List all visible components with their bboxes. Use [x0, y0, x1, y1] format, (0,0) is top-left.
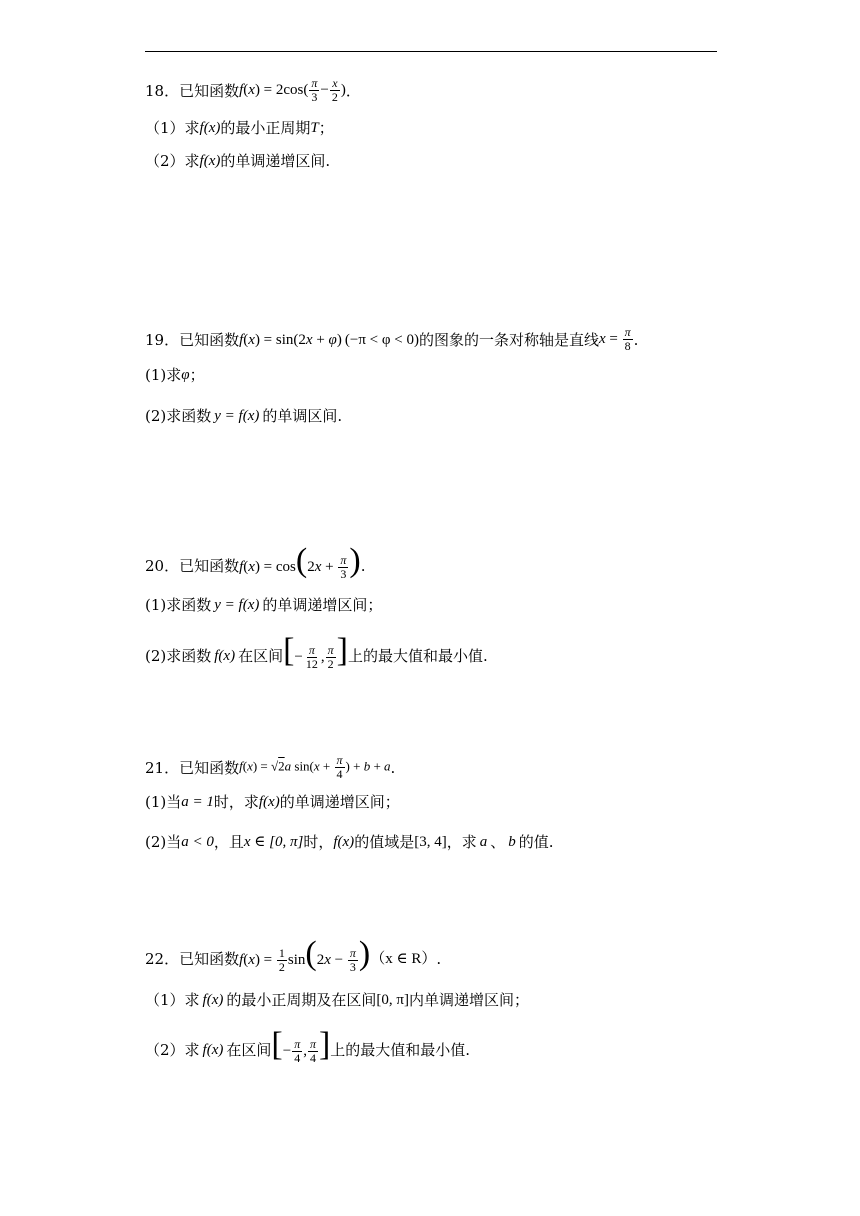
problem-19-part-2: (2)求函数 y = f(x) 的单调区间. [145, 407, 343, 425]
problem-21-stem: 21．已知函数 f(x) = √2a sin(x + $\frac{\pi}{4}$ ) + b + a . [145, 753, 396, 781]
problem-18-part-1: （1）求 f(x) 的最小正周期 T ； [145, 119, 334, 137]
header-rule [145, 51, 717, 52]
problem-22-interval: [− $\frac{\pi}{4}$ , $\frac{\pi}{4}$ ] [271, 1026, 331, 1066]
problem-20-stem: 20．已知函数 f(x) = cos(2x + $\frac{\pi}{3}$ ) . [145, 542, 366, 582]
problem-22-part-2: （2）求 f(x) 在区间 [− $\frac{\pi}{4}$ , $\frac{\pi}{4}$ ] 上的最大值和最小值. [145, 1026, 471, 1066]
problem-21-formula: f(x) = √2a sin(x + $\frac{\pi}{4}$ ) + b + a [239, 753, 391, 781]
problem-20-formula: f(x) = cos(2x + $\frac{\pi}{3}$ ) [239, 542, 361, 582]
problem-19-formula: f(x) = sin(2x + φ) [239, 331, 342, 348]
problem-19-part-1: (1)求 φ ； [145, 366, 205, 384]
problem-21-part-1: (1)当 a = 1 时，求 f(x) 的单调递增区间； [145, 793, 400, 811]
problem-18-stem: 18．已知函数 f(x) = 2cos( $\frac{\pi}{3}$ − $\frac{x}{2}$ ) ． [145, 76, 361, 104]
problem-19-stem: 19．已知函数 f(x) = sin(2x + φ) (−π < φ < 0) 的图象的一条对称轴是直线 x = $\frac{\pi}{8}$ . [145, 325, 639, 353]
problem-19-axis: x = $\frac{\pi}{8}$ [598, 325, 631, 353]
problem-22-formula: f(x) = $\frac{1}{2}$ sin(2x − $\frac{\pi}{3}$ ) [239, 935, 371, 975]
problem-20-part-2: (2)求函数 f(x) 在区间 [− $\frac{\pi}{12}$ , $\frac{\pi}{2}$ ] 上的最大值和最小值. [145, 632, 488, 672]
problem-20-interval: [− $\frac{\pi}{12}$ , $\frac{\pi}{2}$ ] [283, 632, 348, 672]
problem-18-part-2: （2）求 f(x) 的单调递增区间. [145, 152, 331, 170]
problem-22-stem: 22．已知函数 f(x) = $\frac{1}{2}$ sin(2x − $\frac{\pi}{3}$ ) （x ∈ R） . [145, 935, 442, 975]
problem-22-part-1: （1）求 f(x) 的最小正周期及在区间 [0, π] 内单调递增区间； [145, 991, 529, 1009]
problem-20-part-1: (1)求函数 y = f(x) 的单调递增区间； [145, 596, 383, 614]
problem-18-formula: f(x) = 2cos( $\frac{\pi}{3}$ − $\frac{x}{2}$ ) [239, 76, 346, 104]
problem-21-part-2: (2)当 a < 0 ，且 x ∈ [0, π] 时， f(x) 的值域是 [3, 4] ，求 a 、 b 的值. [145, 833, 554, 851]
